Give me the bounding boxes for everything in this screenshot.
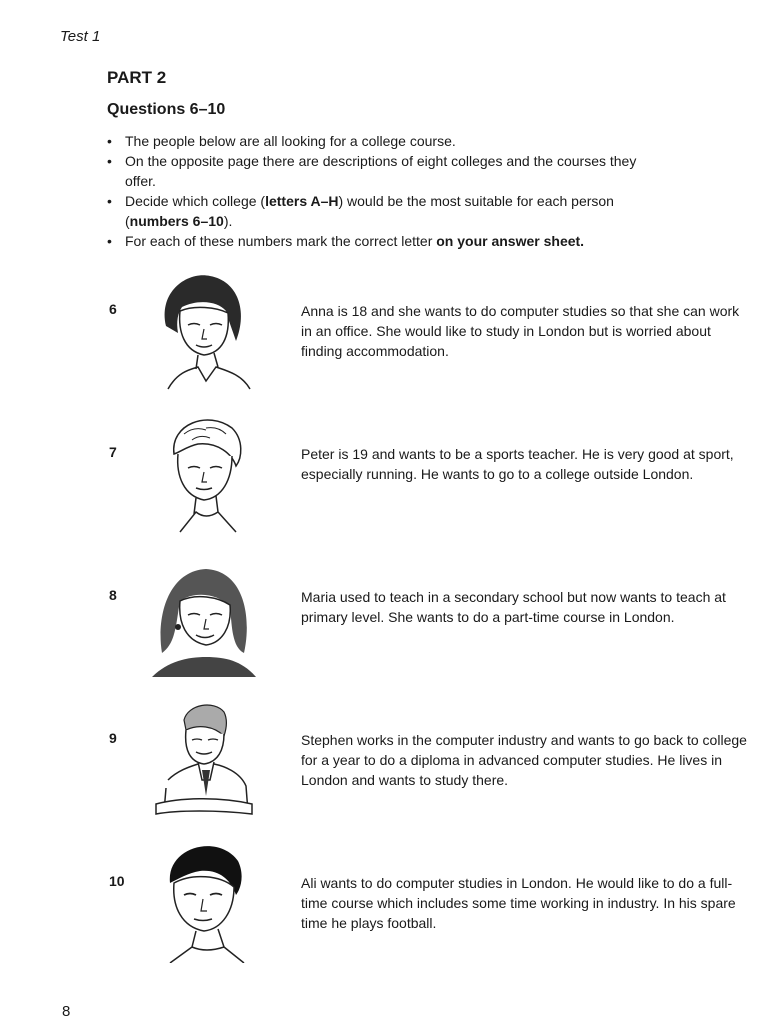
- instruction-item: [107, 131, 667, 151]
- question-number: 10: [109, 873, 125, 889]
- instruction-text: ).: [223, 213, 233, 229]
- instruction-text: Decide which college (: [125, 193, 266, 209]
- question-number: 7: [109, 444, 117, 460]
- instruction-item: [107, 151, 667, 191]
- question-9: [0, 730, 768, 860]
- test-label: Test 1: [60, 28, 101, 45]
- question-description: Ali wants to do computer studies in London. He would like to do a full-time course which includes some time working in industry. In his spare time he plays football.: [301, 875, 736, 931]
- question-description: Maria used to teach in a secondary school but now wants to teach at primary level. She wants to do a part-time course in London.: [301, 589, 726, 625]
- instruction-text: For each of these numbers mark the correct letter: [125, 233, 437, 249]
- part-title: PART 2: [107, 68, 167, 87]
- question-7: [0, 444, 768, 574]
- instruction-text: On the opposite page there are descriptions of eight colleges and the courses they offer.: [125, 153, 637, 189]
- question-8: [0, 587, 768, 717]
- question-number: 8: [109, 587, 117, 603]
- question-10: [0, 873, 768, 1003]
- instructions-list: [107, 131, 667, 251]
- instruction-text: ) would be the most suitable for each person (: [125, 193, 614, 229]
- anna-portrait-icon: [148, 271, 258, 391]
- maria-portrait-icon: [148, 557, 258, 677]
- ali-portrait-icon: [148, 843, 258, 963]
- instruction-bold: letters A–H: [265, 193, 339, 209]
- question-description: Peter is 19 and wants to be a sports teacher. He is very good at sport, especially running. He wants to go to a college outside London.: [301, 446, 734, 482]
- page-number: 8: [62, 1003, 71, 1020]
- instruction-bold: on your answer sheet.: [436, 233, 585, 249]
- question-number: 9: [109, 730, 117, 746]
- instruction-text: The people below are all looking for a college course.: [125, 133, 456, 149]
- instruction-bold: numbers 6–10: [129, 213, 224, 229]
- question-6: [0, 301, 768, 431]
- peter-portrait-icon: [148, 414, 258, 534]
- question-description: Stephen works in the computer industry and wants to go back to college for a year to do a diploma in advanced computer studies. He lives in London and wants to study there.: [301, 732, 747, 788]
- stephen-portrait-icon: [148, 700, 258, 820]
- questions-title: Questions 6–10: [107, 101, 226, 118]
- instruction-item: [107, 231, 667, 251]
- question-number: 6: [109, 301, 117, 317]
- instruction-item: [107, 191, 667, 231]
- question-description: Anna is 18 and she wants to do computer studies so that she can work in an office. She would like to study in London but is worried about finding accommodation.: [301, 303, 740, 359]
